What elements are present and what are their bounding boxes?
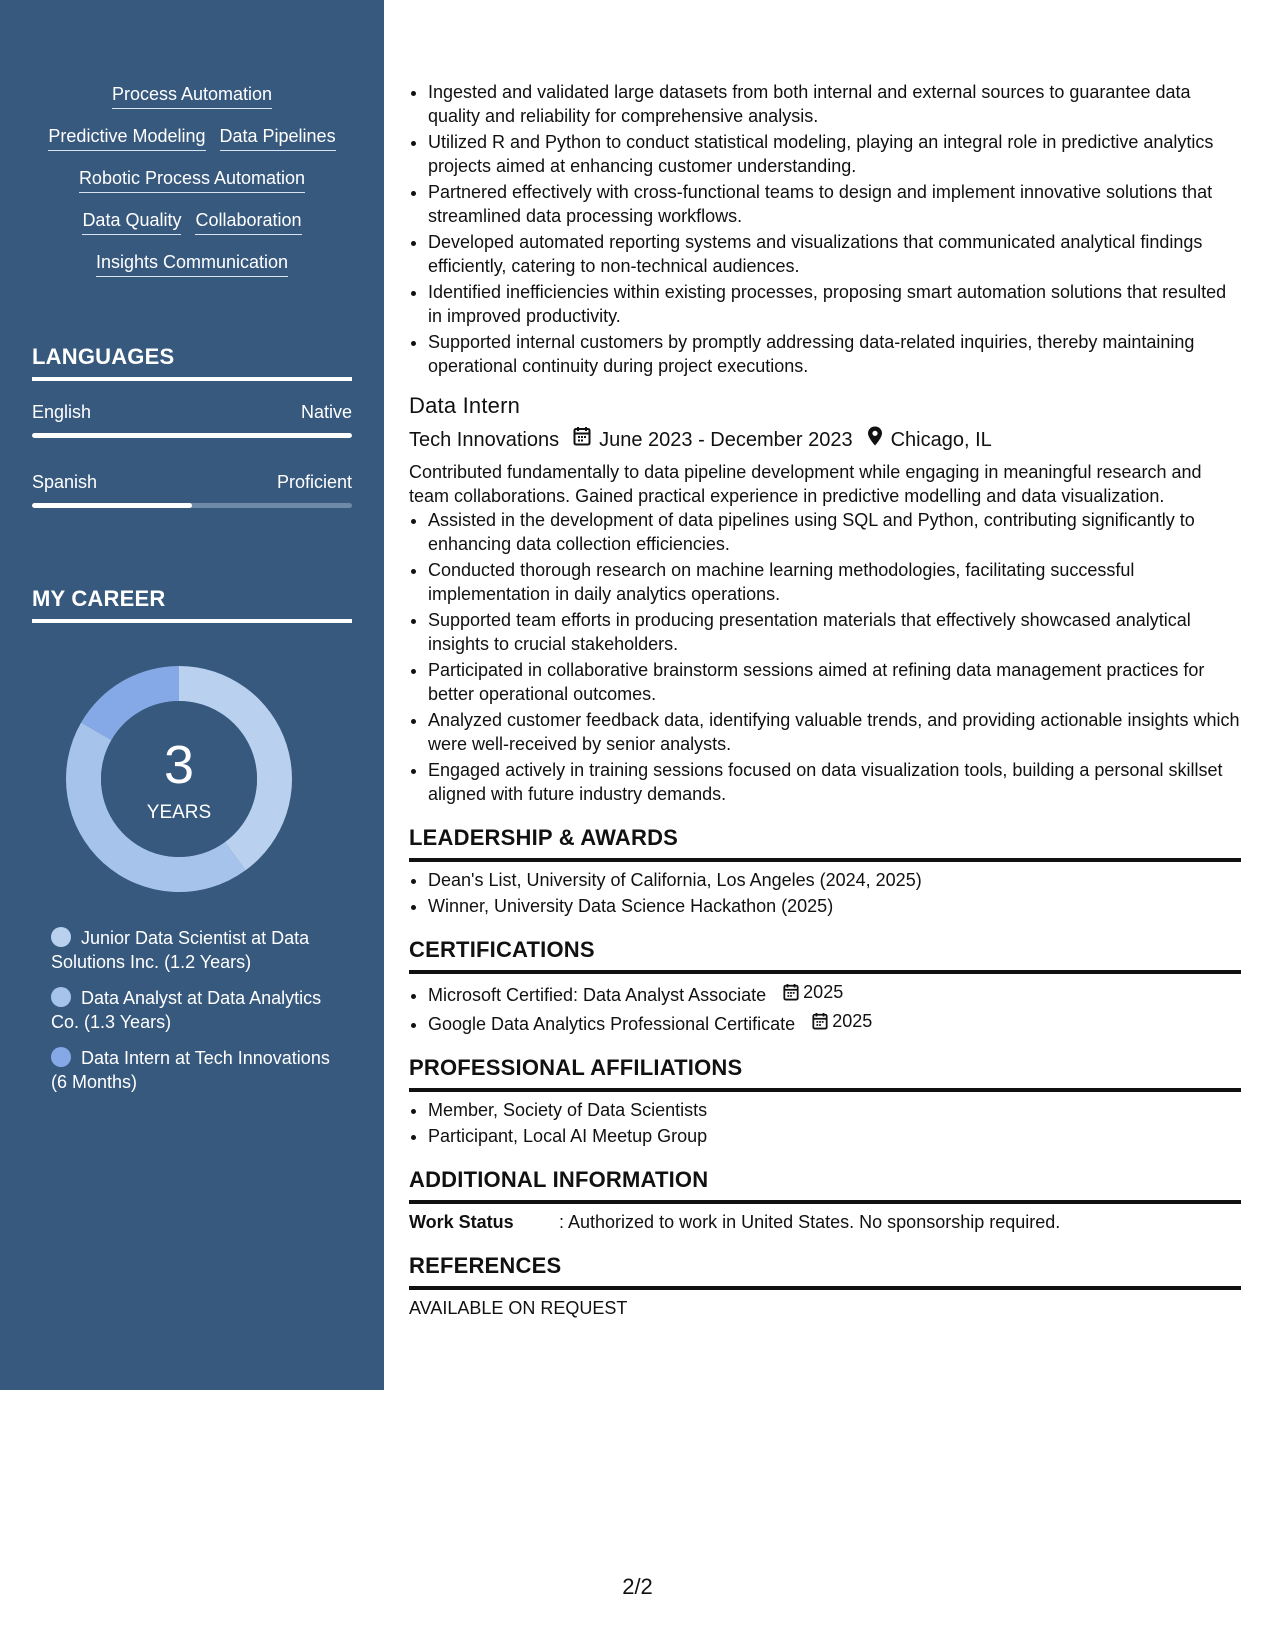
certifications-list <box>409 980 1241 1036</box>
job-location: Chicago, IL <box>890 429 992 451</box>
job-bullets <box>409 508 1241 806</box>
skills-list <box>32 84 352 294</box>
work-status-value: : Authorized to work in United States. No sponsorship required. <box>559 1212 1061 1232</box>
skill-tag: Process Automation <box>112 84 272 109</box>
previous-job-bullets <box>409 80 1241 378</box>
list-item: • Dean's List, University of California, Los Angeles (2024, 2025) <box>428 868 1241 892</box>
language-spanish <box>32 472 352 508</box>
certification-name: Microsoft Certified: Data Analyst Associate <box>428 985 767 1005</box>
list-item: • Developed automated reporting systems and visualizations that communicated analytical findings efficiently, catering to non-technical audiences. <box>428 230 1241 278</box>
skill-row <box>32 84 352 109</box>
sidebar <box>0 0 384 1390</box>
legend-dot <box>51 927 71 947</box>
work-status-row <box>409 1210 1241 1234</box>
list-item: • Assisted in the development of data pipelines using SQL and Python, contributing significantly to enhancing data collection efficiencies. <box>428 508 1241 556</box>
legend-label: Junior Data Scientist at Data Solutions Inc. (1.2 Years) <box>51 928 310 972</box>
calendar-icon <box>573 426 591 454</box>
affiliations-heading: PROFESSIONAL AFFILIATIONS <box>409 1054 1241 1092</box>
language-english <box>32 402 352 438</box>
certification-date <box>812 1009 872 1033</box>
company-name: Tech Innovations <box>409 429 560 451</box>
job-meta <box>409 426 1241 454</box>
list-item: • Supported internal customers by promptly addressing data-related inquiries, thereby maintaining operational continuity during project executions. <box>428 330 1241 378</box>
references-text: AVAILABLE ON REQUEST <box>409 1298 628 1318</box>
language-name: English <box>32 402 92 422</box>
skill-tag: Collaboration <box>195 210 301 235</box>
skill-tag: Predictive Modeling <box>48 126 205 151</box>
skill-row <box>32 126 352 151</box>
location-pin-icon <box>867 426 883 454</box>
language-level: Proficient <box>276 472 352 492</box>
work-status-label: Work Status <box>409 1212 514 1232</box>
calendar-icon <box>783 983 799 1001</box>
legend-dot <box>51 1047 71 1067</box>
legend-label: Data Analyst at Data Analytics Co. (1.3 Years) <box>51 988 322 1032</box>
legend-item <box>51 926 341 974</box>
skill-row <box>32 168 352 193</box>
page-number: 2/2 <box>622 1574 653 1599</box>
list-item: • Participant, Local AI Meetup Group <box>428 1124 1241 1148</box>
list-item: • Conducted thorough research on machine learning methodologies, facilitating successful implementation in daily analytics operations. <box>428 558 1241 606</box>
skill-tag: Robotic Process Automation <box>79 168 305 193</box>
languages-heading: LANGUAGES <box>32 344 352 381</box>
job-dates: June 2023 - December 2023 <box>599 429 853 451</box>
list-item: • Analyzed customer feedback data, identifying valuable trends, and providing actionable insights which were well-received by senior analysts. <box>428 708 1241 756</box>
list-item: • Engaged actively in training sessions focused on data visualization tools, building a personal skillset aligned with future industry demands. <box>428 758 1241 806</box>
skill-tag: Data Quality <box>82 210 181 235</box>
career-years-unit: YEARS <box>146 802 212 823</box>
legend-dot <box>51 987 71 1007</box>
list-item: • Utilized R and Python to conduct statistical modeling, playing an integral role in predictive analytics projects aimed at enhancing customer understanding. <box>428 130 1241 178</box>
proficiency-fill <box>32 503 192 508</box>
list-item: • Partnered effectively with cross-functional teams to design and implement innovative solutions that streamlined data processing workflows. <box>428 180 1241 228</box>
certifications-heading: CERTIFICATIONS <box>409 936 1241 974</box>
leadership-heading: LEADERSHIP & AWARDS <box>409 824 1241 862</box>
main-content <box>409 80 1241 1320</box>
proficiency-fill <box>32 433 352 438</box>
certification-name: Google Data Analytics Professional Certificate <box>428 1014 796 1034</box>
list-item: • Supported team efforts in producing presentation materials that effectively showcased analytical insights to crucial stakeholders. <box>428 608 1241 656</box>
list-item: • Identified inefficiencies within existing processes, proposing smart automation solutions that resulted in improved productivity. <box>428 280 1241 328</box>
list-item <box>428 1009 1241 1036</box>
leadership-list <box>409 868 1241 918</box>
list-item: • Winner, University Data Science Hackathon (2025) <box>428 894 1241 918</box>
skill-tag: Insights Communication <box>96 252 288 277</box>
list-item: • Participated in collaborative brainstorm sessions aimed at refining data management practices for better operational outcomes. <box>428 658 1241 706</box>
skill-tag: Data Pipelines <box>220 126 336 151</box>
legend-item <box>51 1046 341 1094</box>
list-item: • Ingested and validated large datasets from both internal and external sources to guarantee data quality and reliability for comprehensive analysis. <box>428 80 1241 128</box>
list-item: • Member, Society of Data Scientists <box>428 1098 1241 1122</box>
certification-year: 2025 <box>803 982 844 1002</box>
certification-date <box>783 980 843 1004</box>
legend-item <box>51 986 341 1034</box>
job-title: Data Intern <box>409 393 521 418</box>
donut-center <box>66 666 292 892</box>
proficiency-bar <box>32 433 352 438</box>
certification-year: 2025 <box>832 1011 873 1031</box>
language-name: Spanish <box>32 472 98 492</box>
career-years-number: 3 <box>163 735 195 795</box>
skill-row <box>32 252 352 277</box>
list-item <box>428 980 1241 1007</box>
skill-row <box>32 210 352 235</box>
career-donut-chart <box>66 666 292 892</box>
proficiency-bar <box>32 503 352 508</box>
additional-info-heading: ADDITIONAL INFORMATION <box>409 1166 1241 1204</box>
career-legend <box>51 926 341 1106</box>
job-summary: Contributed fundamentally to data pipeline development while engaging in meaningful research and team collaborations. Gained practical experience in predictive modelling and data visualization. <box>409 462 1202 506</box>
legend-label: Data Intern at Tech Innovations (6 Months) <box>51 1048 330 1092</box>
references-heading: REFERENCES <box>409 1252 1241 1290</box>
language-level: Native <box>300 402 352 422</box>
affiliations-list <box>409 1098 1241 1148</box>
calendar-icon <box>812 1012 828 1030</box>
career-heading: MY CAREER <box>32 586 352 623</box>
